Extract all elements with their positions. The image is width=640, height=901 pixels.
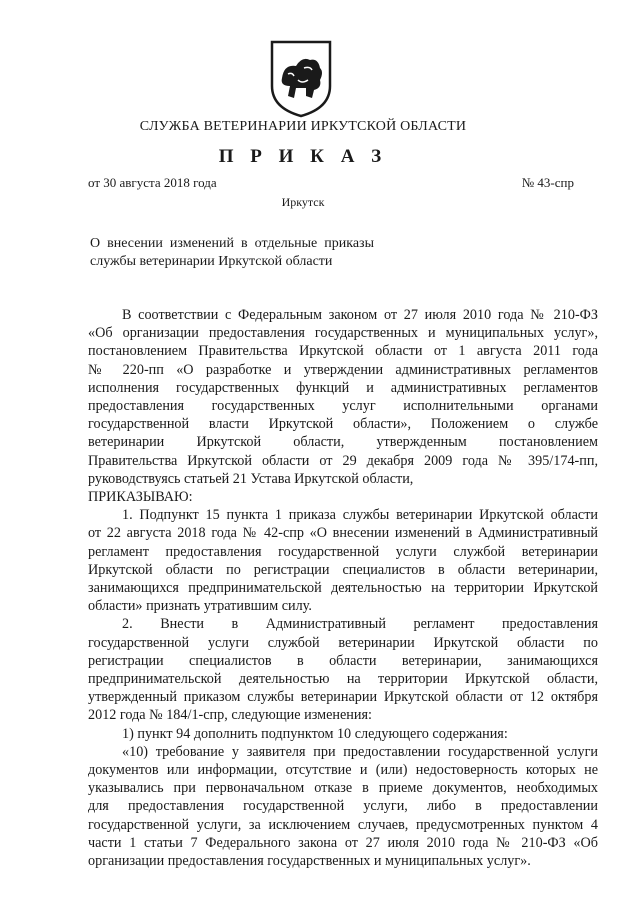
body-line: занимающихся предпринимательской деятельностью на территории Иркутской	[88, 580, 598, 597]
body-line: для предоставления государственной услуги, либо в предоставлении	[88, 798, 598, 815]
document-number: № 43-спр	[521, 175, 574, 190]
body-line: 1. Подпункт 15 пункта 1 приказа службы ветеринарии Иркутской области	[122, 507, 598, 524]
body-line: регистрации специалистов в области ветеринарии, занимающихся	[88, 652, 598, 669]
body-line: руководствуясь статьей 21 Устава Иркутской области,	[88, 470, 414, 487]
body-line: предпринимательской деятельностью на территории Иркутской области,	[88, 671, 598, 688]
irkutsk-coat-of-arms-icon	[268, 38, 334, 118]
body-line: регламент предоставления государственной услуги службой ветеринарии	[88, 543, 598, 560]
body-line: утвержденный приказом службы ветеринарии Иркутской области от 12 октября	[88, 689, 598, 706]
body-line: государственной услуги службой ветеринарии Иркутской области по	[88, 634, 598, 651]
document-type-title: П Р И К А З	[218, 146, 388, 167]
body-line: 2. Внести в Административный регламент предоставления	[122, 616, 598, 633]
body-line: исполнения государственных функций и административных регламентов	[88, 379, 598, 396]
body-line: 2012 года № 184/1-спр, следующие изменения:	[88, 707, 372, 724]
order-keyword: ПРИКАЗЫВАЮ:	[88, 489, 193, 506]
body-line: № 220-пп «О разработке и утверждении административных регламентов	[88, 361, 598, 378]
body-line: «10) требование у заявителя при предоставлении государственной услуги	[122, 743, 598, 760]
body-line: предоставления государственных услуг исполнительными органами	[88, 398, 598, 415]
body-line: от 22 августа 2018 года № 42-спр «О внесении изменений в Административный	[88, 525, 598, 542]
organization-name: СЛУЖБА ВЕТЕРИНАРИИ ИРКУТСКОЙ ОБЛАСТИ	[139, 119, 467, 134]
body-line: «Об организации предоставления государственных и муниципальных услуг»,	[88, 325, 598, 342]
body-line: Правительства Иркутской области от 29 декабря 2009 года № 395/174-пп,	[88, 452, 598, 469]
body-line: ветеринарии Иркутской области, утвержденным постановлением	[88, 434, 598, 451]
body-line: В соответствии с Федеральным законом от 27 июля 2010 года № 210-ФЗ	[122, 307, 598, 323]
body-line: документов или информации, отсутствие и (или) недостоверность которых не	[88, 762, 598, 779]
body-line: Иркутской области по регистрации специалистов в области ветеринарии,	[88, 561, 598, 578]
body-line: 1) пункт 94 дополнить подпунктом 10 следующего содержания:	[122, 725, 508, 742]
document-subject: О внесении изменений в отдельные приказы службы ветеринарии Иркутской области	[90, 236, 374, 269]
body-line: государственной власти Иркутской области», Положением о службе	[88, 416, 598, 433]
body-line: постановлением Правительства Иркутской области от 1 августа 2011 года	[88, 343, 598, 360]
document-date: от 30 августа 2018 года	[88, 175, 217, 190]
document-city: Иркутск	[281, 195, 325, 209]
document-body	[88, 306, 598, 870]
body-line: части 1 статьи 7 Федерального закона от 27 июля 2010 года № 210-ФЗ «Об	[88, 834, 598, 851]
body-line: области» признать утратившим силу.	[88, 598, 312, 615]
body-line: государственной услуги, за исключением случаев, предусмотренных пунктом 4	[88, 816, 598, 833]
body-line: организации предоставления государственных и муниципальных услуг».	[88, 853, 531, 870]
body-line: указывались при первоначальном отказе в приеме документов, необходимых	[88, 780, 598, 797]
